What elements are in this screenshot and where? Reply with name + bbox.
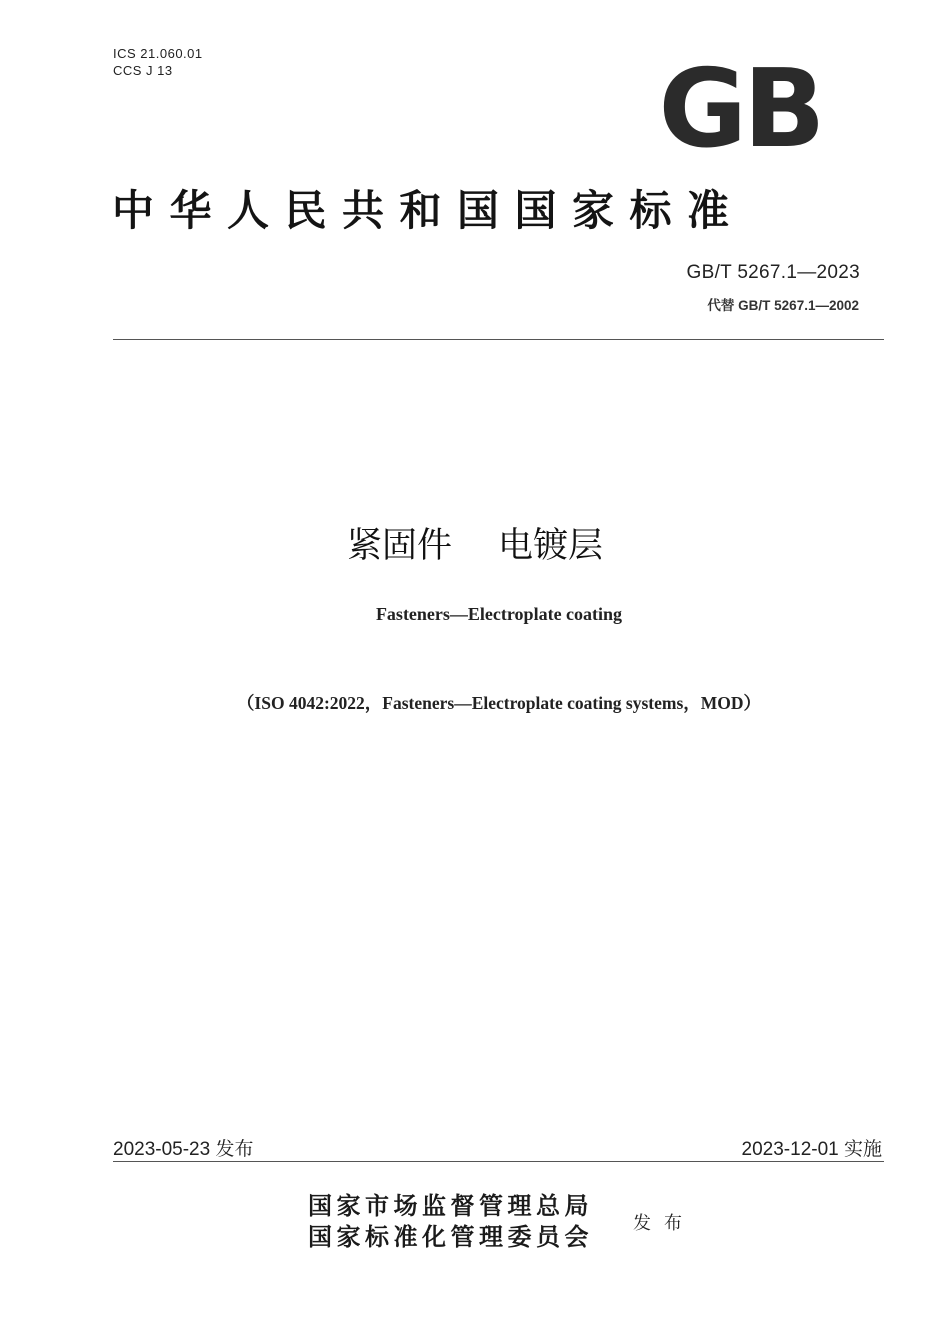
issue-date: 2023-05-23 发布 bbox=[113, 1139, 254, 1160]
document-title-cn bbox=[0, 518, 950, 568]
classification-codes bbox=[113, 45, 203, 79]
footer-divider bbox=[113, 1161, 884, 1162]
issuing-authorities bbox=[308, 1190, 593, 1252]
ccs-code: CCS J 13 bbox=[113, 63, 173, 78]
title-cn-part2: 电镀层 bbox=[498, 526, 604, 566]
ics-code: ICS 21.060.01 bbox=[113, 46, 203, 61]
authority-samr: 国家市场监督管理总局 bbox=[308, 1191, 593, 1220]
authority-sac: 国家标准化管理委员会 bbox=[308, 1222, 593, 1251]
gb-logo-text: GB bbox=[658, 58, 822, 154]
iso-reference: （ISO 4042:2022，Fasteners—Electroplate coating systems，MOD） bbox=[236, 693, 762, 713]
gb-logo-icon bbox=[646, 58, 834, 154]
title-cn-part1: 紧固件 bbox=[346, 526, 452, 566]
implementation-date: 2023-12-01 实施 bbox=[741, 1139, 882, 1160]
document-title-en: Fasteners—Electroplate coating bbox=[375, 604, 623, 624]
national-standard-title: 中华人民共和国国家标准 bbox=[112, 186, 745, 235]
header-divider bbox=[113, 339, 884, 340]
publish-label: 发布 bbox=[633, 1213, 695, 1234]
standard-number: GB/T 5267.1—2023 bbox=[686, 262, 860, 283]
replaced-standard: 代替 GB/T 5267.1—2002 bbox=[707, 298, 859, 313]
